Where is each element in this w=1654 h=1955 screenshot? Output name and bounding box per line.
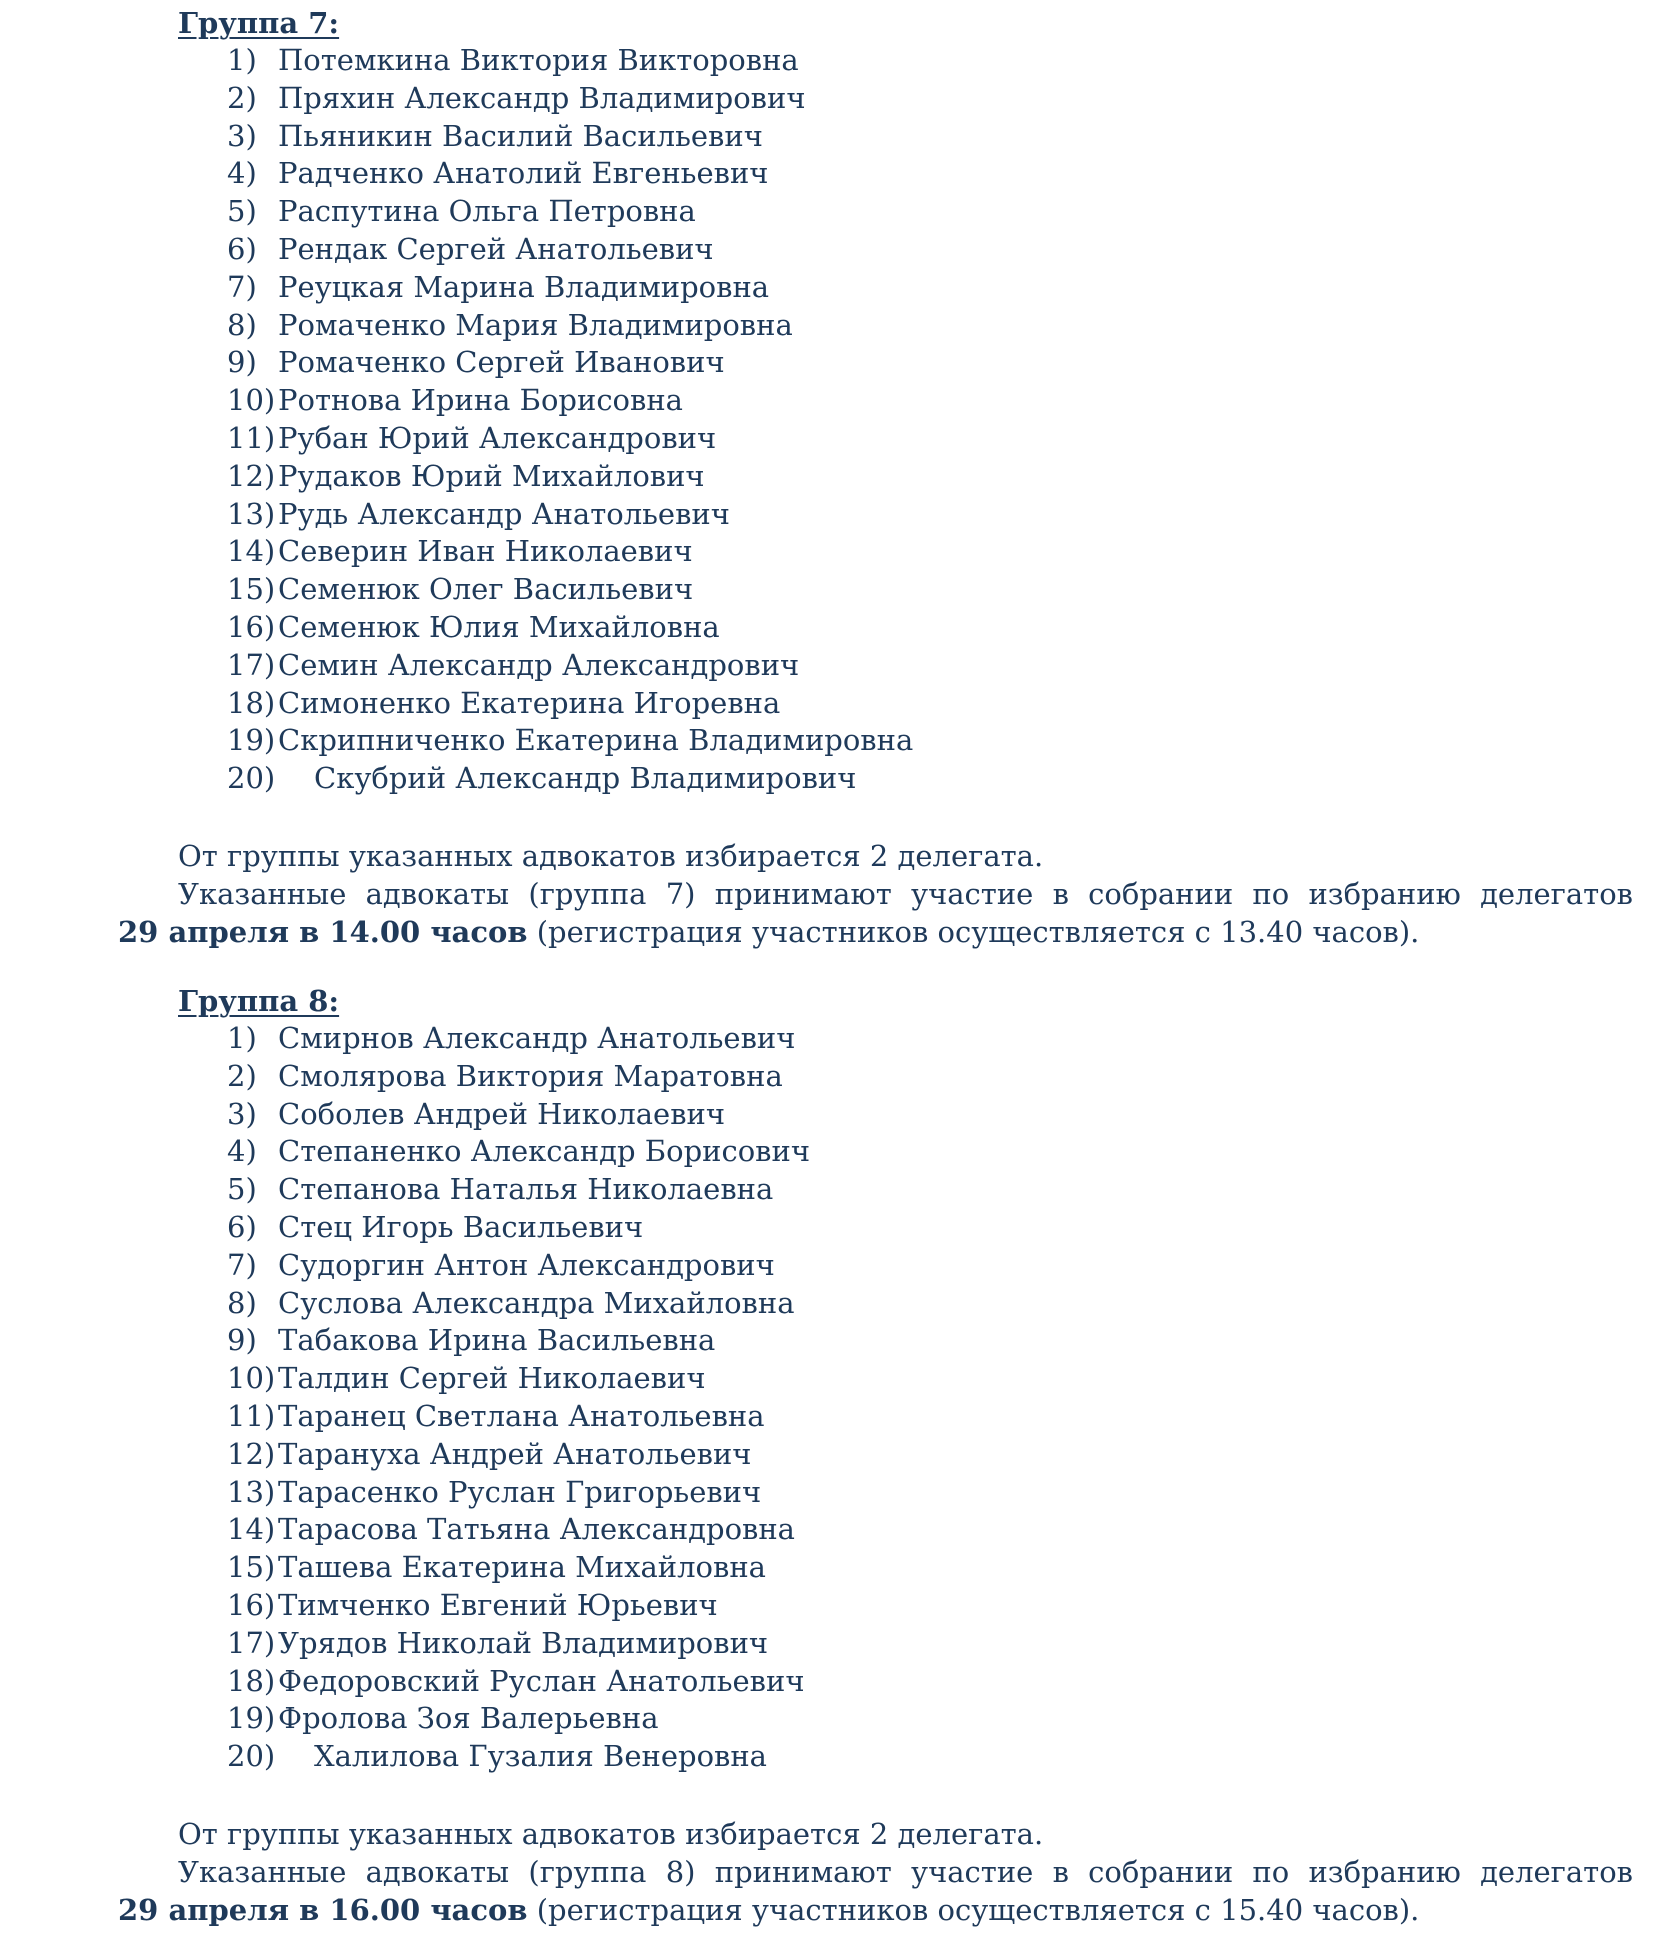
item-number: 10) <box>227 1361 276 1396</box>
member-name: Степаненко Александр Борисович <box>278 1134 810 1169</box>
item-number: 7) <box>227 269 257 304</box>
item-number: 18) <box>227 1663 276 1698</box>
member-name: Судоргин Антон Александрович <box>278 1247 775 1282</box>
member-name: Семин Александр Александрович <box>278 647 800 682</box>
member-name: Рудаков Юрий Михайлович <box>278 458 705 493</box>
item-number: 17) <box>227 647 276 682</box>
member-name: Ромаченко Сергей Иванович <box>278 345 725 380</box>
item-number: 6) <box>227 231 257 266</box>
member-name: Федоровский Руслан Анатольевич <box>278 1663 805 1698</box>
item-number: 15) <box>227 1550 276 1585</box>
item-number: 16) <box>227 1587 276 1622</box>
member-name: Фролова Зоя Валерьевна <box>278 1701 659 1736</box>
item-number: 20) <box>227 1739 276 1774</box>
item-number: 3) <box>227 118 257 153</box>
item-number: 1) <box>227 1021 257 1055</box>
member-name: Тимченко Евгений Юрьевич <box>278 1587 718 1622</box>
item-number: 11) <box>227 420 276 455</box>
member-name: Радченко Анатолий Евгеньевич <box>278 156 769 191</box>
member-name: Семенюк Юлия Михайловна <box>278 609 720 644</box>
delegates-count-text: От группы указанных адвокатов избирается 2 делегата. <box>178 839 1044 873</box>
item-number: 19) <box>227 723 276 758</box>
group-8-participation-paragraph <box>118 1854 1633 1930</box>
item-number: 17) <box>227 1625 276 1660</box>
item-number: 9) <box>227 345 257 380</box>
item-number: 9) <box>227 1323 257 1358</box>
member-name: Рубан Юрий Александрович <box>278 420 717 455</box>
delegates-count-text: От группы указанных адвокатов избирается 2 делегата. <box>178 1817 1044 1851</box>
member-name: Смолярова Виктория Маратовна <box>278 1058 783 1093</box>
member-name: Степанова Наталья Николаевна <box>278 1172 774 1207</box>
item-number: 2) <box>227 1058 257 1093</box>
member-name: Таранец Светлана Анатольевна <box>278 1398 765 1433</box>
item-number: 6) <box>227 1209 257 1244</box>
item-number: 12) <box>227 458 276 493</box>
item-number: 14) <box>227 1512 276 1547</box>
schedule-line <box>118 914 1633 952</box>
group-7-participation-paragraph <box>118 876 1633 952</box>
item-number: 7) <box>227 1247 257 1282</box>
item-number: 8) <box>227 1285 257 1320</box>
member-name: Смирнов Александр Анатольевич <box>278 1021 796 1055</box>
member-name: Пьяникин Василий Васильевич <box>278 118 763 153</box>
member-name: Распутина Ольга Петровна <box>278 194 696 229</box>
item-number: 5) <box>227 1172 257 1207</box>
member-name: Ромаченко Мария Владимировна <box>278 307 793 342</box>
item-number: 1) <box>227 43 257 77</box>
member-name: Соболев Андрей Николаевич <box>278 1096 726 1131</box>
item-number: 4) <box>227 1134 257 1169</box>
member-name: Семенюк Олег Васильевич <box>278 572 694 607</box>
member-name: Ташева Екатерина Михайловна <box>278 1550 766 1585</box>
group-8-delegates-paragraph <box>118 1816 1633 1854</box>
item-number: 11) <box>227 1398 276 1433</box>
member-name: Стец Игорь Васильевич <box>278 1209 644 1244</box>
item-number: 4) <box>227 156 257 191</box>
registration-text: (регистрация участников осуществляется с 13.40 часов). <box>527 914 1420 949</box>
member-name: Пряхин Александр Владимирович <box>278 80 806 115</box>
item-number: 20) <box>227 761 276 796</box>
group-7-delegates-paragraph <box>118 838 1633 876</box>
item-number: 10) <box>227 383 276 418</box>
member-name: Северин Иван Николаевич <box>278 534 693 569</box>
item-number: 18) <box>227 685 276 720</box>
item-number: 3) <box>227 1096 257 1131</box>
member-name: Рудь Александр Анатольевич <box>278 496 730 531</box>
member-name: Табакова Ирина Васильевна <box>278 1323 716 1358</box>
member-name: Скрипниченко Екатерина Владимировна <box>278 723 914 758</box>
item-number: 2) <box>227 80 257 115</box>
item-number: 16) <box>227 609 276 644</box>
schedule-line <box>118 1892 1633 1930</box>
meeting-date: 29 апреля в 16.00 часов <box>118 1892 528 1927</box>
group-7-heading: Группа 7: <box>178 6 340 40</box>
group-8-heading: Группа 8: <box>178 984 340 1018</box>
member-name: Скубрий Александр Владимирович <box>314 761 857 796</box>
item-number: 13) <box>227 496 276 531</box>
member-name: Урядов Николай Владимирович <box>278 1625 769 1660</box>
member-name: Потемкина Виктория Викторовна <box>278 43 799 77</box>
member-name: Халилова Гузалия Венеровна <box>314 1739 767 1774</box>
item-number: 13) <box>227 1474 276 1509</box>
member-name: Тарасова Татьяна Александровна <box>278 1512 795 1547</box>
member-name: Реуцкая Марина Владимировна <box>278 269 770 304</box>
member-name: Ротнова Ирина Борисовна <box>278 383 683 418</box>
participation-text: Указанные адвокаты (группа 7) принимают участие в собрании по избранию делегатов <box>178 877 1633 911</box>
member-name: Симоненко Екатерина Игоревна <box>278 685 781 720</box>
member-name: Суслова Александра Михайловна <box>278 1285 795 1320</box>
item-number: 5) <box>227 194 257 229</box>
item-number: 14) <box>227 534 276 569</box>
item-number: 19) <box>227 1701 276 1736</box>
member-name: Рендак Сергей Анатольевич <box>278 231 714 266</box>
member-name: Талдин Сергей Николаевич <box>278 1361 706 1396</box>
item-number: 8) <box>227 307 257 342</box>
member-name: Тарануха Андрей Анатольевич <box>278 1436 752 1471</box>
item-number: 15) <box>227 572 276 607</box>
meeting-date: 29 апреля в 14.00 часов <box>118 914 528 949</box>
item-number: 12) <box>227 1436 276 1471</box>
member-name: Тарасенко Руслан Григорьевич <box>278 1474 762 1509</box>
registration-text: (регистрация участников осуществляется с 15.40 часов). <box>527 1892 1420 1927</box>
participation-text: Указанные адвокаты (группа 8) принимают участие в собрании по избранию делегатов <box>178 1855 1633 1889</box>
